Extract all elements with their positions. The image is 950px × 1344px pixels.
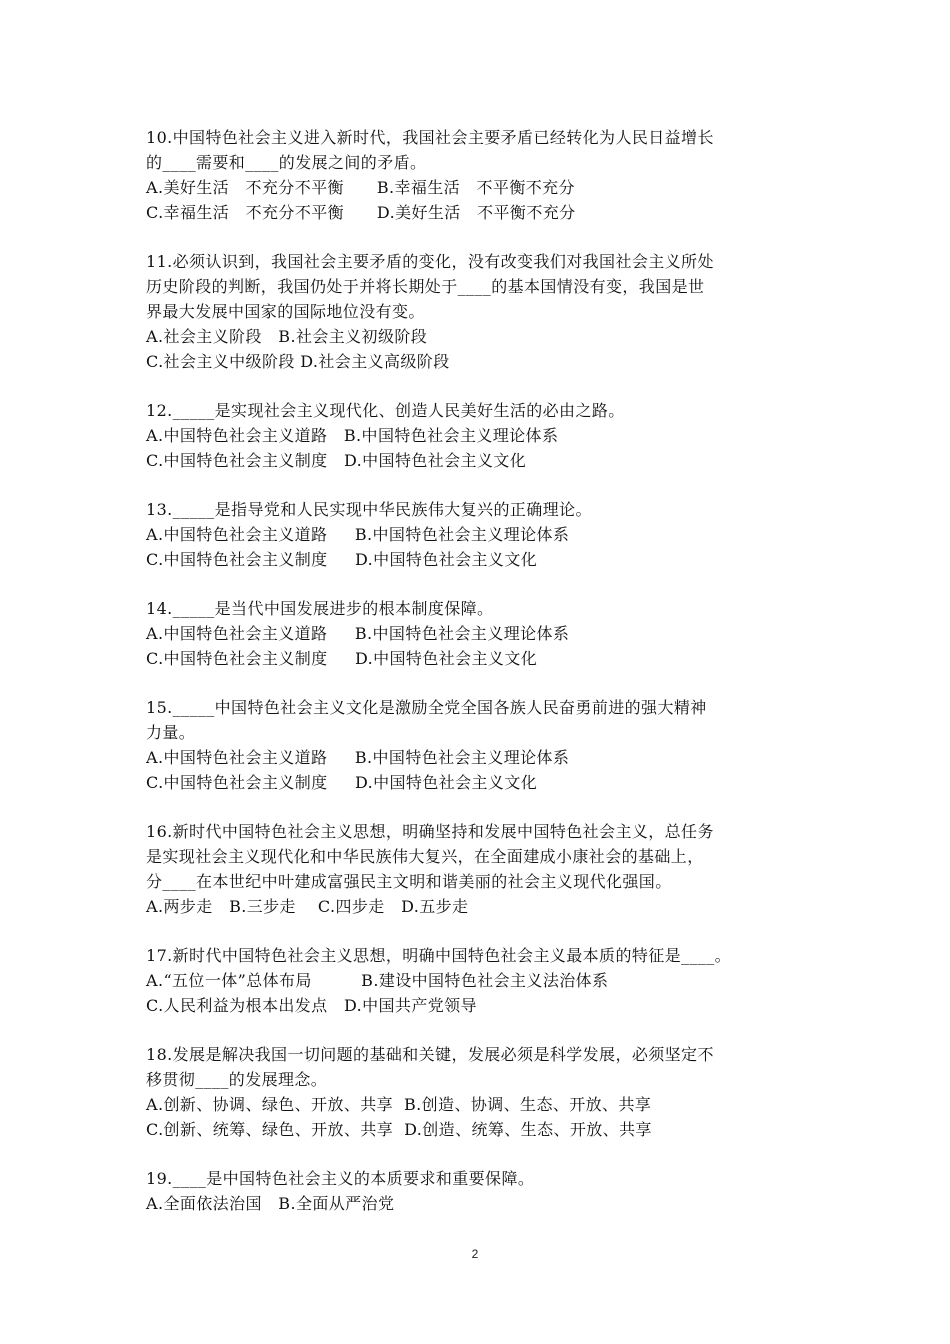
question-line: A.中国特色社会主义道路 B.中国特色社会主义理论体系	[146, 624, 570, 643]
question-line: 16.新时代中国特色社会主义思想，明确坚持和发展中国特色社会主义，总任务	[146, 822, 714, 841]
question-line: 13._____是指导党和人民实现中华民族伟大复兴的正确理论。	[146, 500, 592, 519]
question-line: A.两步走 B.三步走 C.四步走 D.五步走	[146, 897, 469, 916]
question-12	[146, 398, 826, 473]
question-16	[146, 819, 826, 919]
question-line: A.美好生活 不充分不平衡 B.幸福生活 不平衡不充分	[146, 178, 575, 197]
question-line: 15._____中国特色社会主义文化是激励全党全国各族人民奋勇前进的强大精神	[146, 698, 707, 717]
question-line: A.中国特色社会主义道路 B.中国特色社会主义理论体系	[146, 525, 570, 544]
page-number: 2	[471, 1247, 479, 1261]
question-line: 14._____是当代中国发展进步的根本制度保障。	[146, 599, 494, 618]
question-line: C.中国特色社会主义制度 D.中国特色社会主义文化	[146, 550, 538, 569]
question-line: A.创新、协调、绿色、开放、共享 B.创造、协调、生态、开放、共享	[146, 1095, 652, 1114]
question-list	[146, 125, 826, 1240]
question-line: 18.发展是解决我国一切问题的基础和关键，发展必须是科学发展，必须坚定不	[146, 1045, 714, 1064]
question-line: C.中国特色社会主义制度 D.中国特色社会主义文化	[146, 649, 538, 668]
question-line: A.中国特色社会主义道路 B.中国特色社会主义理论体系	[146, 426, 559, 445]
question-line: A.中国特色社会主义道路 B.中国特色社会主义理论体系	[146, 748, 570, 767]
question-line: C.中国特色社会主义制度 D.中国特色社会主义文化	[146, 451, 527, 470]
question-14	[146, 596, 826, 671]
question-line: C.社会主义中级阶段 D.社会主义高级阶段	[146, 352, 450, 371]
question-line: A.全面依法治国 B.全面从严治党	[146, 1194, 395, 1213]
question-line: C.幸福生活 不充分不平衡 D.美好生活 不平衡不充分	[146, 203, 576, 222]
question-line: 19.____是中国特色社会主义的本质要求和重要保障。	[146, 1169, 535, 1188]
question-18	[146, 1042, 826, 1142]
question-line: 12._____是实现社会主义现代化、创造人民美好生活的必由之路。	[146, 401, 625, 420]
question-line: 11.必须认识到，我国社会主要矛盾的变化，没有改变我们对我国社会主义所处	[146, 252, 714, 271]
question-line: 力量。	[146, 723, 196, 742]
question-line: C.中国特色社会主义制度 D.中国特色社会主义文化	[146, 773, 538, 792]
question-line: 界最大发展中国家的国际地位没有变。	[146, 302, 425, 321]
question-11	[146, 249, 826, 374]
question-line: 分____在本世纪中叶建成富强民主文明和谐美丽的社会主义现代化强国。	[146, 872, 672, 891]
question-line: 17.新时代中国特色社会主义思想，明确中国特色社会主义最本质的特征是____。	[146, 946, 732, 965]
question-13	[146, 497, 826, 572]
question-10	[146, 125, 826, 225]
question-line: C.创新、统筹、绿色、开放、共享 D.创造、统筹、生态、开放、共享	[146, 1120, 652, 1139]
question-19	[146, 1166, 826, 1216]
question-line: 移贯彻____的发展理念。	[146, 1070, 328, 1089]
question-line: 历史阶段的判断，我国仍处于并将长期处于____的基本国情没有变，我国是世	[146, 277, 705, 296]
question-line: A.社会主义阶段 B.社会主义初级阶段	[146, 327, 428, 346]
question-15	[146, 695, 826, 795]
question-line: 是实现社会主义现代化和中华民族伟大复兴，在全面建成小康社会的基础上，	[146, 847, 704, 866]
question-line: 10.中国特色社会主义进入新时代，我国社会主要矛盾已经转化为人民日益增长	[146, 128, 714, 147]
question-17	[146, 943, 826, 1018]
question-line: 的____需要和____的发展之间的矛盾。	[146, 153, 427, 172]
question-line: A.“五位一体”总体布局 B.建设中国特色社会主义法治体系	[146, 971, 609, 990]
question-line: C.人民利益为根本出发点 D.中国共产党领导	[146, 996, 477, 1015]
